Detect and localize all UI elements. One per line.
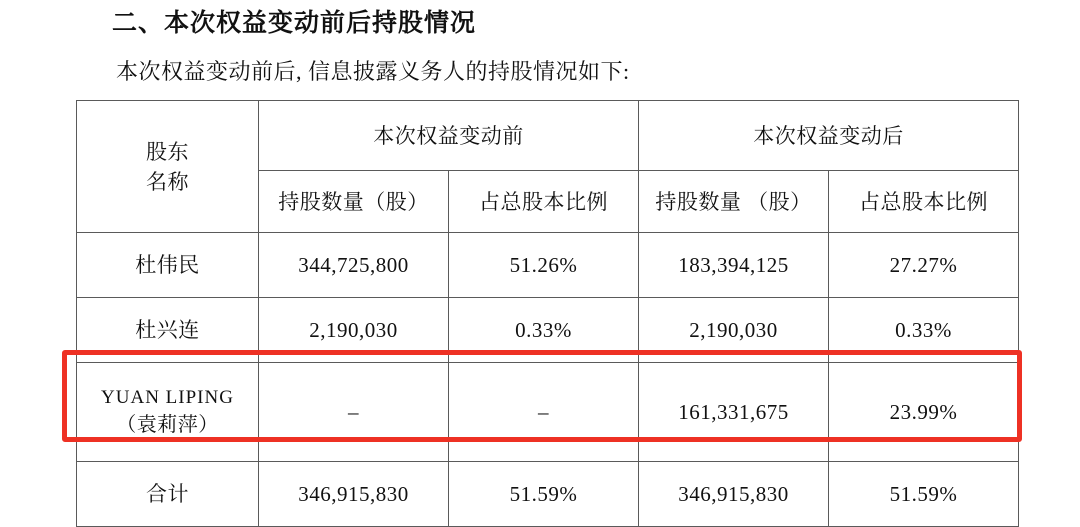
table-row <box>77 298 1019 363</box>
header-shareholder-name <box>77 101 259 233</box>
table-row-highlighted <box>77 363 1019 462</box>
cell-after-shares: 346,915,830 <box>639 462 829 527</box>
cell-before-pct: 0.33% <box>449 298 639 363</box>
document-page <box>0 6 1080 506</box>
header-before-shares: 持股数量（股） <box>259 171 449 233</box>
intro-paragraph: 本次权益变动前后, 信息披露义务人的持股情况如下: <box>116 59 630 84</box>
header-name-line1: 股东 <box>146 139 189 164</box>
cell-before-shares: 344,725,800 <box>259 233 449 298</box>
cell-before-shares: 2,190,030 <box>259 298 449 363</box>
table-row <box>77 233 1019 298</box>
header-after-pct: 占总股本比例 <box>829 171 1019 233</box>
cell-name-chinese: （袁莉萍） <box>116 414 219 436</box>
cell-after-pct: 27.27% <box>829 233 1019 298</box>
table-row-total <box>77 462 1019 527</box>
shareholding-table <box>76 100 1019 527</box>
header-after-shares: 持股数量 （股） <box>639 171 829 233</box>
header-group-before: 本次权益变动前 <box>259 101 639 171</box>
cell-before-pct: 51.26% <box>449 233 639 298</box>
header-name-line2: 名称 <box>146 169 189 194</box>
cell-name-latin: YUAN LIPING <box>101 387 234 408</box>
cell-shareholder-name: 合计 <box>77 462 259 527</box>
cell-before-shares: 346,915,830 <box>259 462 449 527</box>
cell-shareholder-name: 杜兴连 <box>77 298 259 363</box>
cell-after-pct: 51.59% <box>829 462 1019 527</box>
cell-after-shares: 2,190,030 <box>639 298 829 363</box>
cell-before-shares: – <box>259 363 449 462</box>
cell-after-pct: 0.33% <box>829 298 1019 363</box>
cell-after-shares: 161,331,675 <box>639 363 829 462</box>
table-header-row-top <box>77 101 1019 171</box>
header-group-after: 本次权益变动后 <box>639 101 1019 171</box>
cell-before-pct: 51.59% <box>449 462 639 527</box>
cell-before-pct: – <box>449 363 639 462</box>
cell-after-pct: 23.99% <box>829 363 1019 462</box>
cell-shareholder-name <box>77 363 259 462</box>
section-heading: 二、本次权益变动前后持股情况 <box>112 10 477 37</box>
header-before-pct: 占总股本比例 <box>449 171 639 233</box>
cell-shareholder-name: 杜伟民 <box>77 233 259 298</box>
cell-after-shares: 183,394,125 <box>639 233 829 298</box>
